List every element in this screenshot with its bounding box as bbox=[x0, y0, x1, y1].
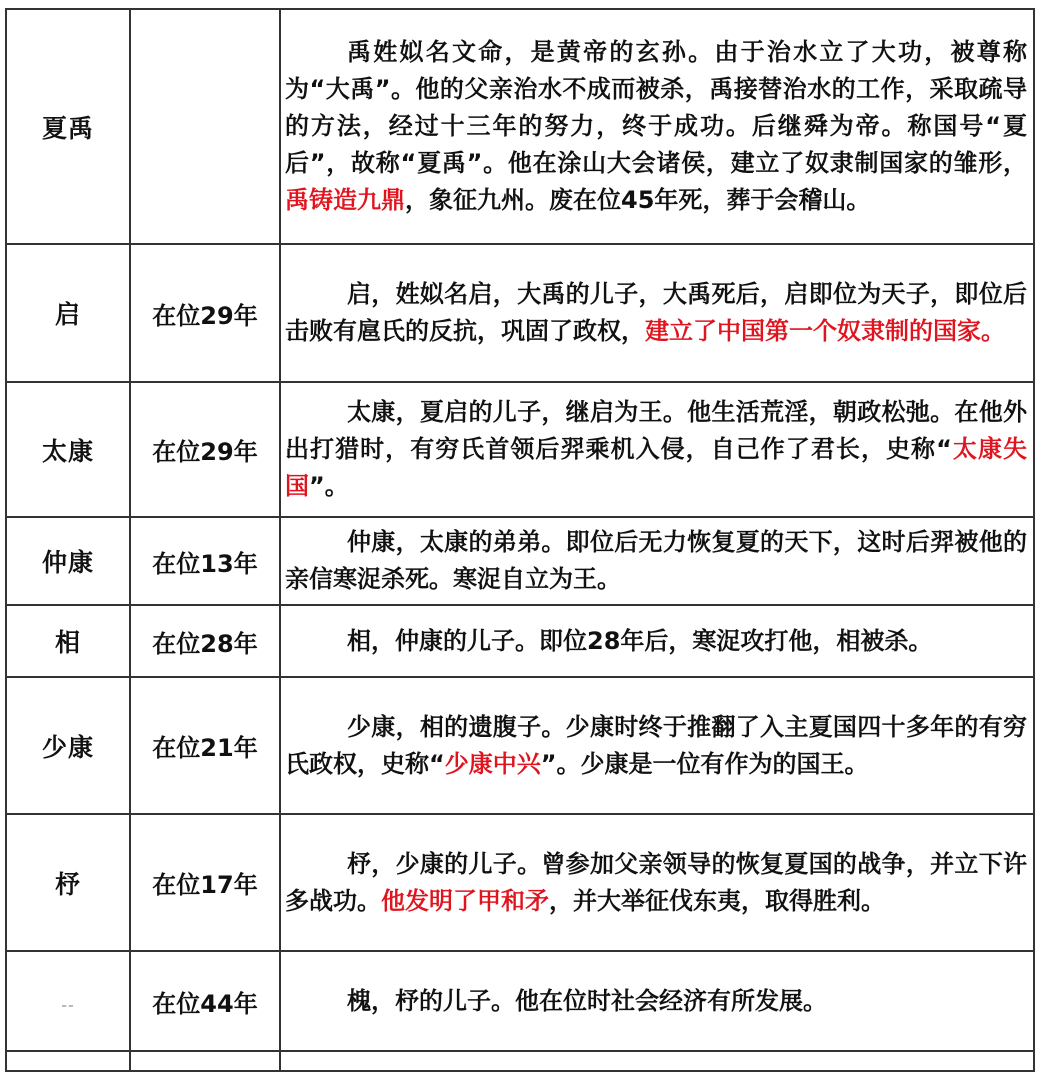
description-text: ”。少康是一位有作为的国王。 bbox=[540, 749, 869, 778]
table-row-partial bbox=[6, 1051, 1034, 1071]
king-description bbox=[280, 677, 1034, 814]
description-text: 太康，夏启的儿子，继启为王。他生活荒淫，朝政松弛。在他外出打猎时，有穷氏首领后羿乘机入侵，自己作了君长，史称“ bbox=[285, 398, 1027, 463]
king-description bbox=[280, 9, 1034, 244]
king-name: 仲康 bbox=[6, 517, 130, 605]
highlighted-text: 太康失国 bbox=[285, 435, 1028, 500]
description-text: ，并大举征伐东夷，取得胜利。 bbox=[549, 886, 885, 915]
reign-length: 在位17年 bbox=[130, 814, 280, 951]
empty-cell bbox=[130, 1051, 280, 1071]
reign-length: 在位29年 bbox=[130, 382, 280, 517]
table-row bbox=[6, 244, 1034, 382]
table-row bbox=[6, 382, 1034, 517]
description-text: 相，仲康的儿子。即位28年后，寒浞攻打他，相被杀。 bbox=[347, 626, 933, 655]
table-row bbox=[6, 605, 1034, 677]
description-text: ，象征九州。废在位45年死，葬于会稽山。 bbox=[405, 186, 871, 214]
table-row bbox=[6, 517, 1034, 605]
king-description bbox=[280, 605, 1034, 677]
description-text: 槐，杼的儿子。他在位时社会经济有所发展。 bbox=[347, 986, 827, 1015]
table-row bbox=[6, 814, 1034, 951]
king-name: 少康 bbox=[6, 677, 130, 814]
description-text: 仲康，太康的弟弟。即位后无力恢复夏的天下，这时后羿被他的亲信寒浞杀死。寒浞自立为王。 bbox=[285, 528, 1027, 593]
king-name: 夏禹 bbox=[6, 9, 130, 244]
empty-cell bbox=[280, 1051, 1034, 1071]
empty-cell bbox=[6, 1051, 130, 1071]
highlighted-text: 建立了中国第一个奴隶制的国家。 bbox=[645, 317, 1005, 345]
king-description bbox=[280, 382, 1034, 517]
king-name: 相 bbox=[6, 605, 130, 677]
king-name: 启 bbox=[6, 244, 130, 382]
reign-length: 在位44年 bbox=[130, 951, 280, 1051]
king-name: 杼 bbox=[6, 814, 130, 951]
description-text: 杼，少康的儿子。曾参加父亲领导的恢复夏国的战争，并立下许多战功。 bbox=[285, 849, 1027, 915]
highlighted-text: 少康中兴 bbox=[444, 749, 541, 778]
highlighted-text: 禹铸造九鼎 bbox=[285, 186, 405, 214]
reign-length: 在位28年 bbox=[130, 605, 280, 677]
reign-length: 在位21年 bbox=[130, 677, 280, 814]
description-text: 少康，相的遗腹子。少康时终于推翻了入主夏国四十多年的有穷氏政权，史称“ bbox=[285, 712, 1027, 778]
table-row bbox=[6, 677, 1034, 814]
description-text: ”。 bbox=[309, 472, 349, 500]
king-name: 太康 bbox=[6, 382, 130, 517]
king-description bbox=[280, 517, 1034, 605]
reign-length: 在位13年 bbox=[130, 517, 280, 605]
king-name bbox=[6, 951, 130, 1051]
king-description bbox=[280, 951, 1034, 1051]
table-row bbox=[6, 9, 1034, 244]
reign-length: 在位29年 bbox=[130, 244, 280, 382]
king-name-faded: -- bbox=[61, 997, 75, 1014]
king-description bbox=[280, 814, 1034, 951]
xia-kings-table bbox=[5, 8, 1035, 1072]
description-text: 禹姓姒名文命，是黄帝的玄孙。由于治水立了大功，被尊称为“大禹”。他的父亲治水不成而被杀，禹接替治水的工作，采取疏导的方法，经过十三年的努力，终于成功。后继舜为帝。称国号“夏后”，故称“夏禹”。他在涂山大会诸侯，建立了奴隶制国家的雏形， bbox=[285, 38, 1027, 177]
reign-length bbox=[130, 9, 280, 244]
highlighted-text: 他发明了甲和矛 bbox=[381, 886, 549, 915]
table-row bbox=[6, 951, 1034, 1051]
description-text: 启，姓姒名启，大禹的儿子，大禹死后，启即位为天子，即位后击败有扈氏的反抗，巩固了政权， bbox=[285, 280, 1027, 345]
king-description bbox=[280, 244, 1034, 382]
